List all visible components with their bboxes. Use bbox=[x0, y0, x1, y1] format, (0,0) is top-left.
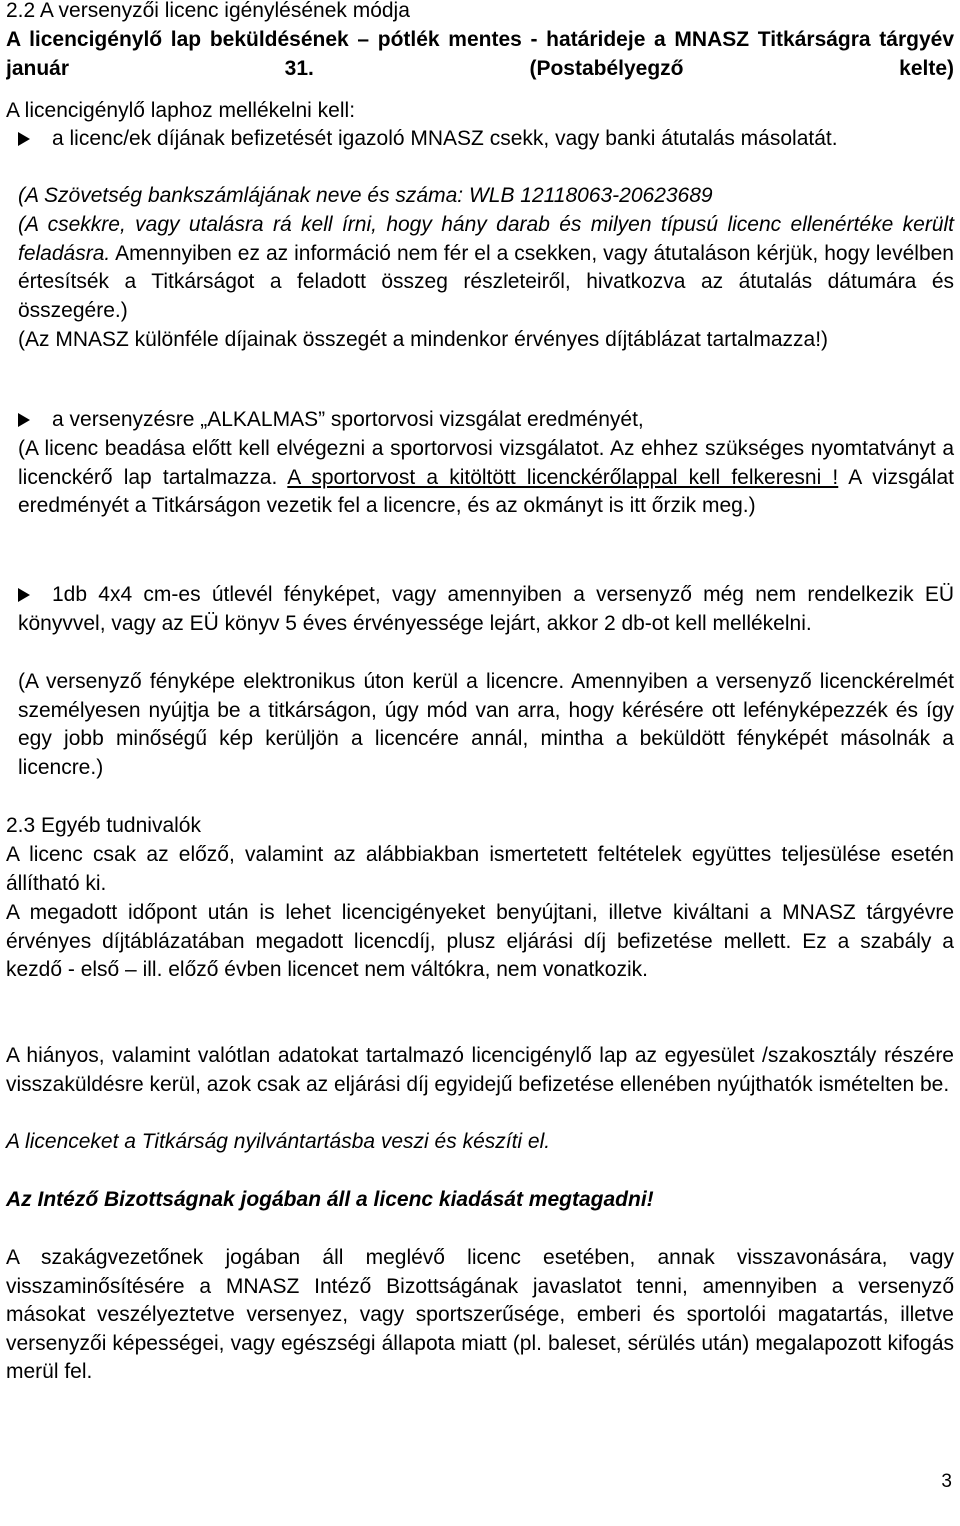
fees-note: (Az MNASZ különféle díjainak összegét a mindenkor érvényes díjtáblázat tartalmazza!) bbox=[18, 328, 829, 351]
bullet-item-medical bbox=[18, 406, 954, 435]
paragraph-incomplete: A hiányos, valamint valótlan adatokat tartalmazó licencigénylő lap az egyesület /szakosztály részére visszaküldésre kerül, azok csak az eljárási díj egyidejű befizetése ellenében nyújthatók ismételten be. bbox=[6, 1044, 954, 1096]
paragraph-conditions: A licenc csak az előző, valamint az alábbiakban ismertetett feltételek együttes teljesülése esetén állítható ki. bbox=[6, 843, 954, 895]
bank-account-note: (A Szövetség bankszámlájának neve és száma: WLB 12118063-20623689 bbox=[18, 184, 713, 207]
paragraph-refusal: Az Intéző Bizottságnak jogában áll a licenc kiadását megtagadni! bbox=[6, 1188, 654, 1211]
photo-note: (A versenyző fényképe elektronikus úton kerül a licencre. Amennyiben a versenyző licenckérelmét személyesen nyújtja be a titkárságon, úgy mód van arra, hogy kérésére ott lefényképezzék és így egy jobb minőségű kép kerüljön a licencére annál, mintha a beküldött fényképét másolnák a licencre.) bbox=[18, 670, 954, 779]
medical-note-underlined: A sportorvost a kitöltött licenckérőlappal kell felkeresni ! bbox=[287, 465, 839, 489]
deadline-paragraph: A licencigénylő lap beküldésének – pótlék mentes - határideje a MNASZ Titkárságra tárgyév január 31. (Postabélyegző kelte) bbox=[6, 28, 954, 80]
paragraph-revocation: A szakágvezetőnek jogában áll meglévő licenc esetében, annak visszavonására, vagy visszaminősítésére a MNASZ Intéző Bizottságának javaslatot tenni, amennyiben a versenyző másokat veszélyeztetve versenyez, vagy sportszerűsége, emberi és sportolói magatartás, illetve versenyzői képességei, vagy egészségi állapota miatt (pl. baleset, sérülés után) megalapozott kifogás merül fel. bbox=[6, 1246, 954, 1384]
bullet-arrow-icon bbox=[18, 413, 30, 427]
bullet-medical-text: a versenyzésre „ALKALMAS” sportorvosi vizsgálat eredményét, bbox=[52, 408, 644, 431]
cheque-note-italic: (A csekkre, vagy utalásra rá kell írni, hogy hány darab és milyen típusú licenc ellenértéke került feladásra. bbox=[18, 213, 954, 265]
cheque-note bbox=[18, 211, 954, 325]
paragraph-late-application: A megadott időpont után is lehet licencigényeket benyújtani, illetve kiváltani a MNASZ tárgyévre érvényes díjtáblázatában megadott licencdíj, plusz eljárási díj befizetése mellett. Ez a szabály a kezdő - első – ill. előző évben licencet nem váltókra, nem vonatkozik. bbox=[6, 901, 954, 982]
attachments-intro: A licencigénylő laphoz mellékelni kell: bbox=[6, 99, 356, 122]
section-heading-2-3: 2.3 Egyéb tudnivalók bbox=[6, 814, 201, 837]
cheque-note-regular: Amennyiben ez az információ nem fér el a csekken, vagy átutaláson kérjük, hogy levélben értesítsék a Titkárságot a feladott összeg részleteiről, hivatkozva az átutalás dátumára és összegére.) bbox=[18, 241, 954, 322]
bullet-arrow-icon bbox=[18, 132, 30, 146]
section-heading-2-2: 2.2 A versenyzői licenc igénylésének módja bbox=[6, 0, 410, 22]
medical-note-text: (A licenc beadása előtt kell elvégezni a sportorvosi vizsgálatot. Az ehhez szükséges nyomtatványt a licenckérő lap tartalmazza. bbox=[18, 437, 954, 489]
bullet-photo-text: 1db 4x4 cm-es útlevél fényképet, vagy amennyiben a versenyző még nem rendelkezik EÜ könyvvel, vagy az EÜ könyv 5 éves érvényessége lejárt, akkor 2 db-ot kell mellékelni. bbox=[18, 583, 954, 635]
paragraph-registry: A licenceket a Titkárság nyilvántartásba veszi és készíti el. bbox=[6, 1130, 551, 1153]
page-number: 3 bbox=[941, 1471, 952, 1492]
bullet-item-photo bbox=[18, 581, 954, 638]
bullet-arrow-icon bbox=[18, 588, 30, 602]
bullet-payment-text: a licenc/ek díjának befizetését igazoló MNASZ csekk, vagy banki átutalás másolatát. bbox=[52, 127, 838, 150]
bullet-item-payment bbox=[18, 125, 954, 154]
medical-note-end: A vizsgálat eredményét a Titkárságon vezetik fel a licencre, és az okmányt is itt őrzik meg.) bbox=[18, 465, 954, 518]
medical-note bbox=[18, 435, 954, 521]
